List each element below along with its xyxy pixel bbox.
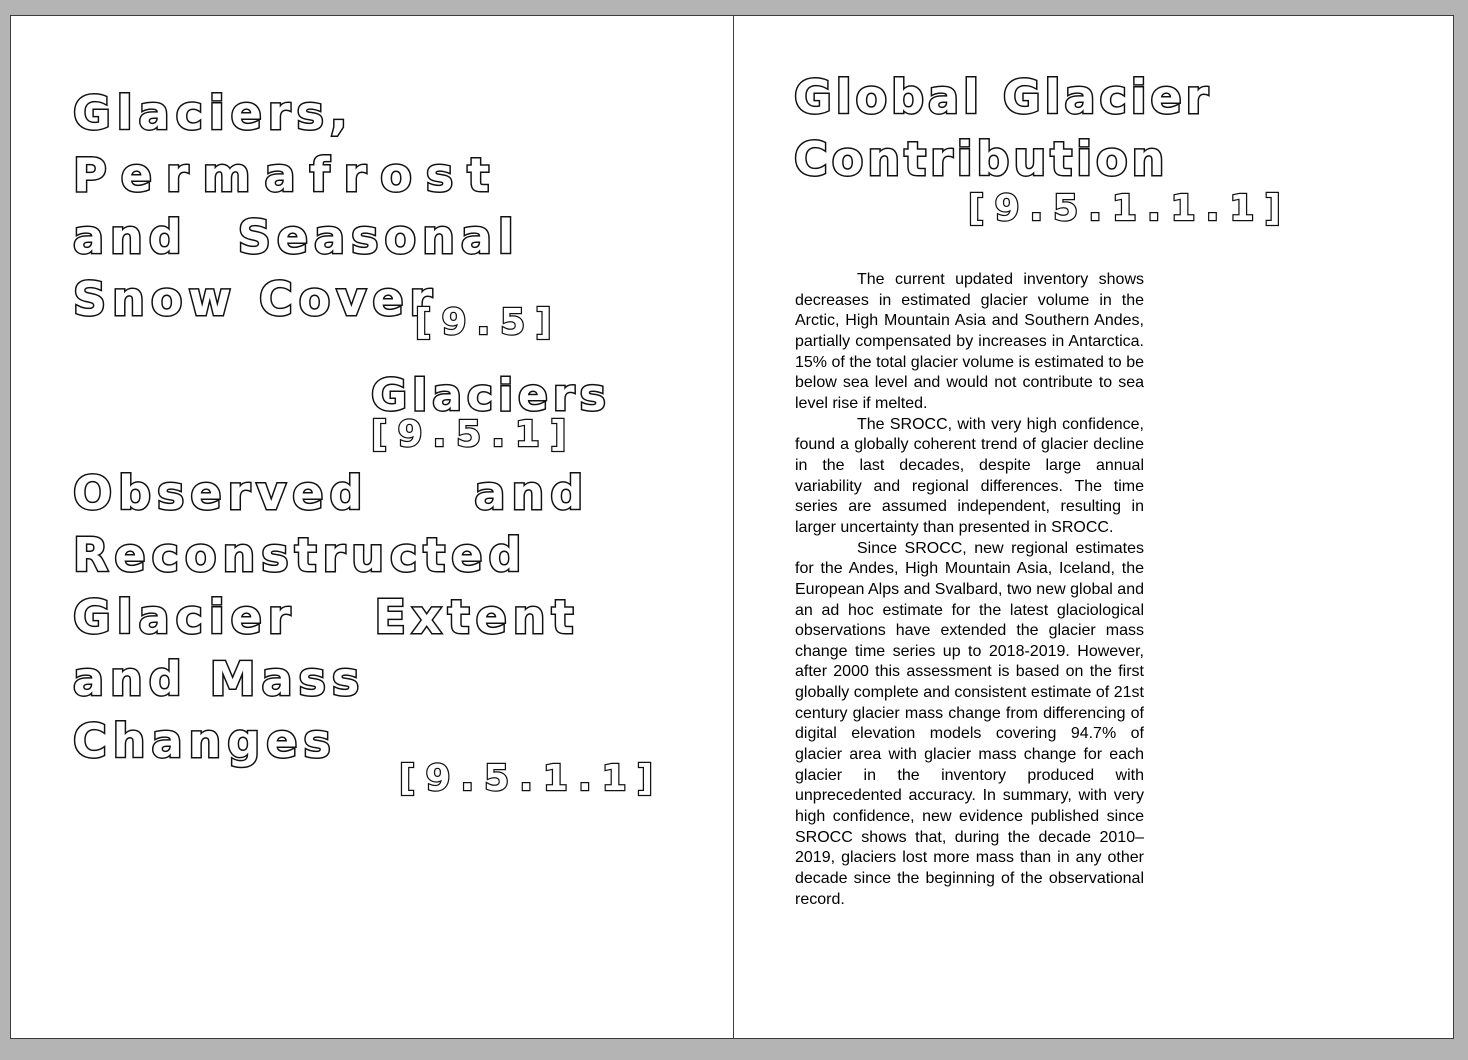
section-heading-line-4: Snow Cover [73,272,439,326]
paragraph-2: The SROCC, with very high confidence, found a globally coherent trend of glacier decline in the last decades, despite large annual variability and regional differences. The time series are assumed independent, resulting in larger uncertainty than presented in SROCC. [795,415,1144,536]
right-page [734,16,1454,1038]
subsubsection-heading-line-1: Observed and [73,466,590,520]
left-page [11,16,733,1038]
subsection-heading: Glaciers [371,370,611,421]
paragraph-3: Since SROCC, new regional estimates for the Andes, High Mountain Asia, Iceland, the European Alps and Svalbard, two new global and an ad hoc estimate for the latest glaciological observations have extended the glacier mass change time series up to 2018-2019. However, after 2000 this assessment is based on the first globally complete and consistent estimate of 21st century glacier mass change from differencing of digital elevation models covering 94.7% of glacier area with glacier mass change for each glacier in the inventory produced with unprecedented accuracy. In summary, with very high confidence, new evidence published since SROCC shows that, during the decade 2010–2019, glaciers lost more mass than in any other decade since the beginning of the observational record. [795,539,1144,908]
section-heading-line-1: Glaciers, [73,86,354,140]
heading-ref: [9.5.1.1.1] [968,188,1291,229]
subsubsection-heading-line-4: and Mass [73,652,366,706]
section-heading-line-3 [73,206,573,268]
subsection-ref: [9.5.1] [371,414,577,455]
subsubsection-heading-line-5: Changes [73,714,337,768]
section-heading-line-2: Permafrost [73,148,504,202]
subsubsection-ref: [9.5.1.1] [399,758,664,799]
document-spread [10,15,1454,1039]
heading-line-1: Global Glacier [794,70,1213,124]
section-heading-line-3-text: and Seasonal [73,210,520,264]
subsubsection-heading-line-2: Reconstructed [73,528,528,582]
section-ref: [9.5] [415,302,562,343]
body-text [795,270,1144,910]
heading-line-2: Contribution [794,132,1169,186]
paragraph-1: The current updated inventory shows decreases in estimated glacier volume in the Arctic, High Mountain Asia and Southern Andes, partially compensated by increases in Antarctica. 15% of the total glacier volume is estimated to be below sea level and would not contribute to sea level rise if melted. [795,271,1144,412]
subsubsection-heading-line-3: Glacier Extent [73,590,580,644]
